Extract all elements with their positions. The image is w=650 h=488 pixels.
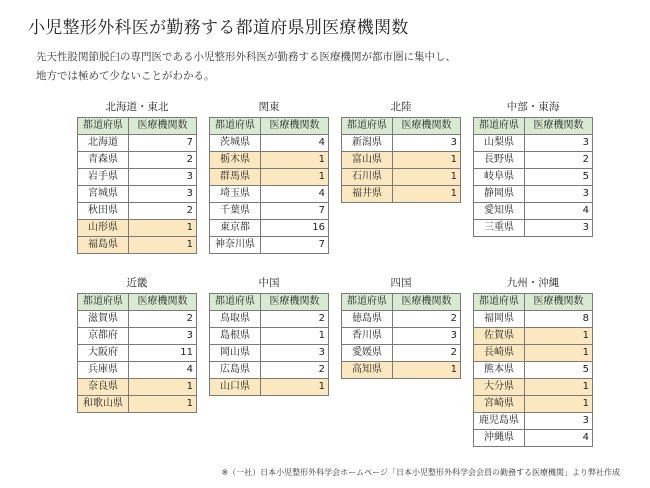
region-title: 四国 [390,277,412,289]
count-cell: 3 [393,328,461,345]
count-cell: 8 [525,311,593,328]
region-block [341,100,461,203]
prefecture-cell: 千葉県 [210,203,261,220]
table-row [210,362,329,379]
column-header-count: 医療機関数 [129,118,197,135]
region-table [341,293,461,379]
region-block [473,100,593,237]
count-cell: 1 [261,328,329,345]
count-cell: 3 [525,413,593,430]
prefecture-cell: 群馬県 [210,169,261,186]
count-cell: 2 [393,345,461,362]
count-cell: 3 [129,169,197,186]
prefecture-cell: 栃木県 [210,152,261,169]
count-cell: 4 [129,362,197,379]
table-row [342,328,461,345]
table-row [78,328,197,345]
count-cell: 1 [525,396,593,413]
table-row [342,152,461,169]
description-line-2: 地方では極めて少ないことがわかる。 [36,70,215,82]
column-header-prefecture: 都道府県 [342,294,393,311]
table-row [210,220,329,237]
table-row [78,169,197,186]
table-row [210,135,329,152]
table-row [78,135,197,152]
prefecture-cell: 岩手県 [78,169,129,186]
table-row [342,169,461,186]
description-line-1: 先天性股関節脱臼の専門医である小児整形外科医が勤務する医療機関が都市圏に集中し、 [36,51,456,63]
table-header-row [78,294,197,311]
count-cell: 4 [525,430,593,447]
prefecture-cell: 茨城県 [210,135,261,152]
prefecture-cell: 和歌山県 [78,396,129,413]
count-cell: 7 [261,203,329,220]
prefecture-cell: 岡山県 [210,345,261,362]
count-cell: 11 [129,345,197,362]
count-cell: 3 [261,345,329,362]
table-row [474,311,593,328]
prefecture-cell: 福井県 [342,186,393,203]
count-cell: 3 [525,220,593,237]
prefecture-cell: 高知県 [342,362,393,379]
prefecture-cell: 富山県 [342,152,393,169]
count-cell: 1 [129,237,197,254]
table-header-row [210,294,329,311]
table-row [210,203,329,220]
table-row [474,220,593,237]
prefecture-cell: 北海道 [78,135,129,152]
table-row [210,311,329,328]
prefecture-cell: 東京都 [210,220,261,237]
prefecture-cell: 福岡県 [474,311,525,328]
column-header-count: 医療機関数 [525,294,593,311]
prefecture-cell: 秋田県 [78,203,129,220]
page-title: 小児整形外科医が勤務する都道府県別医療機関数 [28,18,409,38]
prefecture-cell: 福島県 [78,237,129,254]
region-table [77,117,197,254]
count-cell: 1 [525,345,593,362]
prefecture-cell: 神奈川県 [210,237,261,254]
table-row [78,203,197,220]
count-cell: 3 [129,186,197,203]
prefecture-cell: 静岡県 [474,186,525,203]
count-cell: 2 [129,152,197,169]
column-header-prefecture: 都道府県 [474,294,525,311]
count-cell: 2 [525,152,593,169]
prefecture-cell: 大分県 [474,379,525,396]
table-row [342,186,461,203]
table-row [474,135,593,152]
table-row [474,396,593,413]
table-row [474,152,593,169]
table-row [210,328,329,345]
table-row [78,152,197,169]
region-table [473,117,593,237]
prefecture-cell: 徳島県 [342,311,393,328]
table-row [78,396,197,413]
region-block [209,100,329,254]
prefecture-cell: 大阪府 [78,345,129,362]
count-cell: 1 [525,379,593,396]
count-cell: 1 [393,362,461,379]
count-cell: 3 [129,328,197,345]
column-header-prefecture: 都道府県 [474,118,525,135]
table-row [474,169,593,186]
column-header-count: 医療機関数 [525,118,593,135]
column-header-prefecture: 都道府県 [210,294,261,311]
prefecture-cell: 埼玉県 [210,186,261,203]
column-header-count: 医療機関数 [261,294,329,311]
prefecture-cell: 兵庫県 [78,362,129,379]
column-header-prefecture: 都道府県 [78,294,129,311]
count-cell: 1 [525,328,593,345]
prefecture-cell: 愛知県 [474,203,525,220]
count-cell: 4 [525,203,593,220]
region-title: 北海道・東北 [105,101,169,113]
table-row [342,135,461,152]
table-row [78,362,197,379]
table-row [78,220,197,237]
table-header-row [78,118,197,135]
region-table [209,117,329,254]
table-row [474,203,593,220]
count-cell: 1 [261,169,329,186]
column-header-count: 医療機関数 [261,118,329,135]
region-block [77,276,197,413]
column-header-count: 医療機関数 [393,118,461,135]
count-cell: 3 [525,186,593,203]
count-cell: 7 [129,135,197,152]
table-header-row [210,118,329,135]
count-cell: 1 [393,152,461,169]
count-cell: 1 [129,379,197,396]
table-row [210,186,329,203]
table-row [342,311,461,328]
prefecture-cell: 三重県 [474,220,525,237]
count-cell: 2 [129,311,197,328]
region-table [473,293,593,447]
count-cell: 3 [525,135,593,152]
count-cell: 2 [393,311,461,328]
region-table [209,293,329,396]
count-cell: 5 [525,362,593,379]
region-block [209,276,329,396]
table-row [474,413,593,430]
count-cell: 1 [393,169,461,186]
footnote: ※（一社）日本小児整形外科学会ホームページ「日本小児整形外科学会会員の勤務する医療機関」より弊社作成 [221,468,620,477]
count-cell: 1 [129,396,197,413]
table-row [210,152,329,169]
region-block [341,276,461,379]
prefecture-cell: 沖縄県 [474,430,525,447]
prefecture-cell: 宮城県 [78,186,129,203]
prefecture-cell: 岐阜県 [474,169,525,186]
prefecture-cell: 熊本県 [474,362,525,379]
prefecture-cell: 山梨県 [474,135,525,152]
region-title: 近畿 [126,277,148,289]
prefecture-cell: 青森県 [78,152,129,169]
region-table [77,293,197,413]
region-title: 北陸 [390,101,412,113]
column-header-prefecture: 都道府県 [210,118,261,135]
table-row [210,345,329,362]
table-row [210,169,329,186]
prefecture-cell: 長崎県 [474,345,525,362]
table-row [78,345,197,362]
table-row [474,345,593,362]
column-header-prefecture: 都道府県 [342,118,393,135]
table-row [78,311,197,328]
prefecture-cell: 鳥取県 [210,311,261,328]
table-header-row [474,118,593,135]
column-header-count: 医療機関数 [393,294,461,311]
table-row [210,379,329,396]
region-table [341,117,461,203]
table-row [474,430,593,447]
prefecture-cell: 愛媛県 [342,345,393,362]
prefecture-cell: 長野県 [474,152,525,169]
count-cell: 2 [129,203,197,220]
prefecture-cell: 奈良県 [78,379,129,396]
table-row [474,362,593,379]
table-row [342,345,461,362]
table-row [474,328,593,345]
region-block [77,100,197,254]
prefecture-cell: 滋賀県 [78,311,129,328]
prefecture-cell: 京都府 [78,328,129,345]
table-row [78,379,197,396]
count-cell: 1 [393,186,461,203]
prefecture-cell: 宮崎県 [474,396,525,413]
table-row [210,237,329,254]
count-cell: 2 [261,311,329,328]
prefecture-cell: 鹿児島県 [474,413,525,430]
prefecture-cell: 山形県 [78,220,129,237]
prefecture-cell: 山口県 [210,379,261,396]
count-cell: 1 [261,379,329,396]
prefecture-cell: 新潟県 [342,135,393,152]
count-cell: 1 [129,220,197,237]
region-title: 九州・沖縄 [506,277,560,289]
count-cell: 1 [261,152,329,169]
count-cell: 16 [261,220,329,237]
prefecture-cell: 島根県 [210,328,261,345]
region-title: 関東 [258,101,280,113]
table-header-row [342,118,461,135]
table-header-row [342,294,461,311]
count-cell: 2 [261,362,329,379]
count-cell: 7 [261,237,329,254]
count-cell: 4 [261,186,329,203]
column-header-count: 医療機関数 [129,294,197,311]
column-header-prefecture: 都道府県 [78,118,129,135]
region-block [473,276,593,447]
prefecture-cell: 佐賀県 [474,328,525,345]
table-row [78,186,197,203]
region-title: 中国 [258,277,280,289]
count-cell: 4 [261,135,329,152]
count-cell: 5 [525,169,593,186]
count-cell: 3 [393,135,461,152]
table-row [474,186,593,203]
table-row [78,237,197,254]
table-row [474,379,593,396]
prefecture-cell: 広島県 [210,362,261,379]
prefecture-cell: 香川県 [342,328,393,345]
table-header-row [474,294,593,311]
table-row [342,362,461,379]
region-title: 中部・東海 [506,101,560,113]
prefecture-cell: 石川県 [342,169,393,186]
